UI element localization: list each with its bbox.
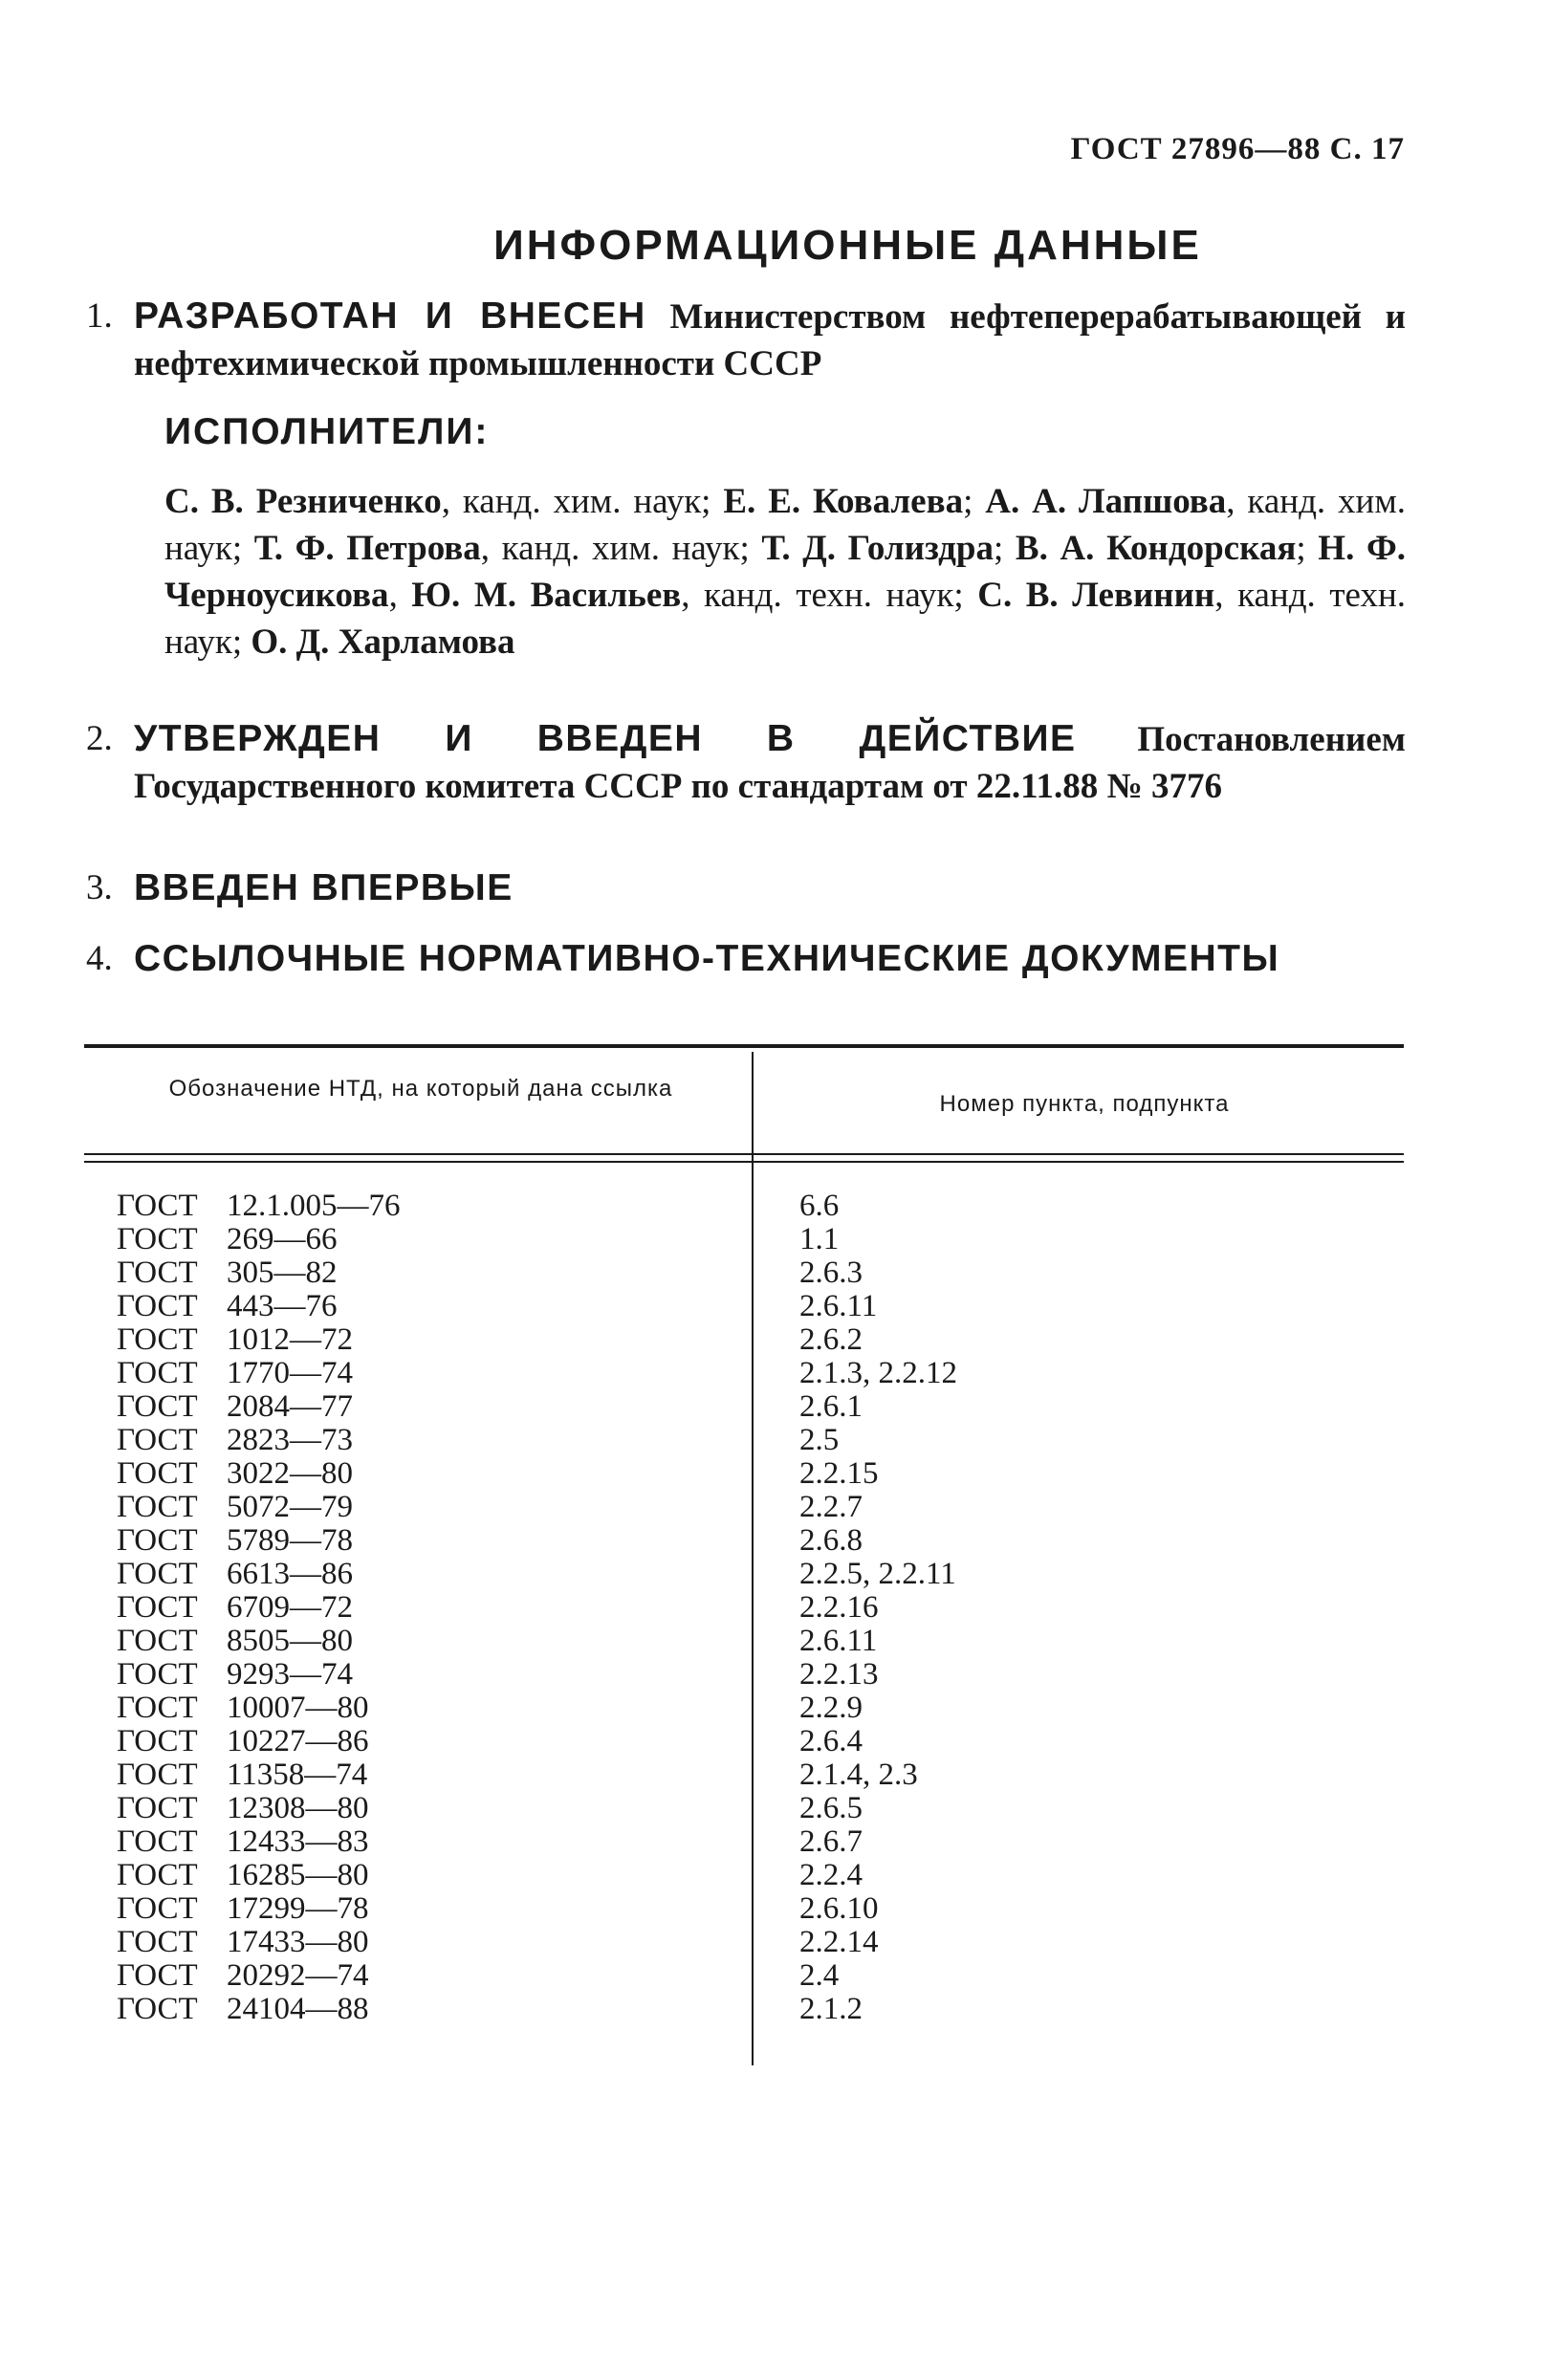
table-cell-document: ГОСТ 2084—77 [117,1389,353,1424]
section-heading: УТВЕРЖДЕН И ВВЕДЕН В ДЕЙСТВИЕ [134,718,1077,759]
document-column [117,1190,729,2026]
section-heading: ССЫЛОЧНЫЕ НОРМАТИВНО-ТЕХНИЧЕСКИЕ ДОКУМЕНТЫ [134,938,1280,979]
column-header-document: Обозначение НТД, на который дана ссылка [168,1076,673,1102]
table-cell-item: 2.6.1 [799,1389,863,1424]
table-cell-item: 2.1.4, 2.3 [799,1758,918,1792]
performer-name: Т. Д. Голиздра [761,529,994,568]
table-cell-document: ГОСТ 6709—72 [117,1590,353,1625]
table-cell-document: ГОСТ 269—66 [117,1222,338,1256]
performer-degree: , канд. хим. наук; [480,529,762,568]
table-cell-document: ГОСТ 10007—80 [117,1691,369,1725]
table-cell-item: 2.5 [799,1423,840,1457]
table-cell-item: 2.2.15 [799,1456,879,1491]
section-1-body [134,293,1406,387]
table-top-rule [84,1044,1404,1048]
table-cell-document: ГОСТ 20292—74 [117,1958,369,1993]
section-3 [86,864,1406,912]
section-1 [86,293,1406,387]
table-cell-item: 2.2.16 [799,1590,879,1625]
performer-degree: ; [1296,529,1319,568]
table-cell-item: 2.6.4 [799,1724,863,1758]
table-cell-document: ГОСТ 5072—79 [117,1490,353,1524]
item-column [799,1190,1373,2026]
performer-degree: , канд. хим. наук; [164,482,1407,568]
table-column-divider [752,1052,754,2065]
section-text: Постановлением Государственного комитета СССР по стандартам от 22.11.88 № 3776 [134,720,1406,806]
column-header-item: Номер пункта, подпункта [939,1091,1230,1117]
section-text: Министерством нефтеперерабатывающей и нефтехимической промышленности СССР [134,297,1406,383]
performer-degree: ; [963,482,986,521]
section-heading: РАЗРАБОТАН И ВНЕСЕН [134,295,646,337]
table-cell-document: ГОСТ 9293—74 [117,1657,353,1692]
table-cell-document: ГОСТ 305—82 [117,1256,338,1290]
performer-degree: , канд. хим. наук; [441,482,724,521]
table-cell-document: ГОСТ 443—76 [117,1289,338,1323]
performers-label: ИСПОЛНИТЕЛИ: [164,411,490,452]
table-cell-document: ГОСТ 12308—80 [117,1791,369,1825]
section-4 [86,935,1406,983]
document-title: ИНФОРМАЦИОННЫЕ ДАННЫЕ [493,222,1202,269]
section-number: 4. [86,939,113,978]
performer-name: Т. Ф. Петрова [253,529,481,568]
performer-degree: , [388,576,412,615]
table-cell-item: 2.4 [799,1958,840,1993]
table-cell-document: ГОСТ 17299—78 [117,1891,369,1926]
table-cell-document: ГОСТ 11358—74 [117,1758,368,1792]
table-cell-document: ГОСТ 1770—74 [117,1356,353,1390]
section-4-body [134,935,1406,983]
performer-name: Е. Е. Ковалева [723,482,964,521]
table-cell-item: 2.2.13 [799,1657,879,1692]
performer-name: Н. Ф. Черноусикова [164,529,1406,615]
performers-list [164,478,1406,666]
section-2 [86,715,1406,810]
table-cell-document: ГОСТ 1012—72 [117,1322,353,1357]
table-cell-document: ГОСТ 8505—80 [117,1624,353,1658]
performer-degree: , канд. техн. наук; [164,576,1406,662]
table-cell-document: ГОСТ 12433—83 [117,1824,369,1859]
table-cell-document: ГОСТ 10227—86 [117,1724,369,1758]
section-number: 3. [86,868,113,907]
table-cell-item: 2.2.7 [799,1490,863,1524]
table-cell-item: 2.6.3 [799,1256,863,1290]
performer-name: Ю. М. Васильев [411,576,682,615]
performer-name: О. Д. Харламова [251,622,515,662]
table-header-rule [84,1153,1404,1155]
table-cell-item: 1.1 [799,1222,840,1256]
section-heading: ВВЕДЕН ВПЕРВЫЕ [134,867,514,908]
table-header-rule [84,1161,1404,1163]
table-cell-item: 2.2.4 [799,1858,863,1892]
table-cell-item: 2.6.5 [799,1791,863,1825]
table-cell-document: ГОСТ 12.1.005—76 [117,1189,401,1223]
table-cell-item: 2.2.5, 2.2.11 [799,1557,956,1591]
performer-name: В. А. Кондорская [1015,529,1297,568]
table-cell-item: 6.6 [799,1189,840,1223]
table-cell-document: ГОСТ 17433—80 [117,1925,369,1959]
performer-name: С. В. Левинин [977,576,1215,615]
performer-name: С. В. Резниченко [164,482,442,521]
table-cell-item: 2.6.11 [799,1624,878,1658]
table-cell-item: 2.6.8 [799,1523,863,1558]
table-cell-item: 2.2.9 [799,1691,863,1725]
table-cell-document: ГОСТ 2823—73 [117,1423,353,1457]
table-cell-item: 2.6.7 [799,1824,863,1859]
page-header: ГОСТ 27896—88 С. 17 [1070,132,1405,166]
table-cell-document: ГОСТ 6613—86 [117,1557,353,1591]
table-cell-document: ГОСТ 3022—80 [117,1456,353,1491]
table-cell-item: 2.1.2 [799,1992,863,2026]
section-3-body [134,864,1406,912]
table-cell-item: 2.6.2 [799,1322,863,1357]
performer-degree: ; [993,529,1016,568]
table-cell-item: 2.6.11 [799,1289,878,1323]
performer-degree: , канд. техн. наук; [681,576,978,615]
performer-name: А. А. Лапшова [985,482,1227,521]
section-number: 2. [86,719,113,758]
table-cell-document: ГОСТ 16285—80 [117,1858,369,1892]
table-cell-document: ГОСТ 24104—88 [117,1992,369,2026]
section-2-body [134,715,1406,810]
table-cell-item: 2.2.14 [799,1925,879,1959]
table-cell-document: ГОСТ 5789—78 [117,1523,353,1558]
table-cell-item: 2.1.3, 2.2.12 [799,1356,957,1390]
table-cell-item: 2.6.10 [799,1891,879,1926]
section-number: 1. [86,296,113,336]
